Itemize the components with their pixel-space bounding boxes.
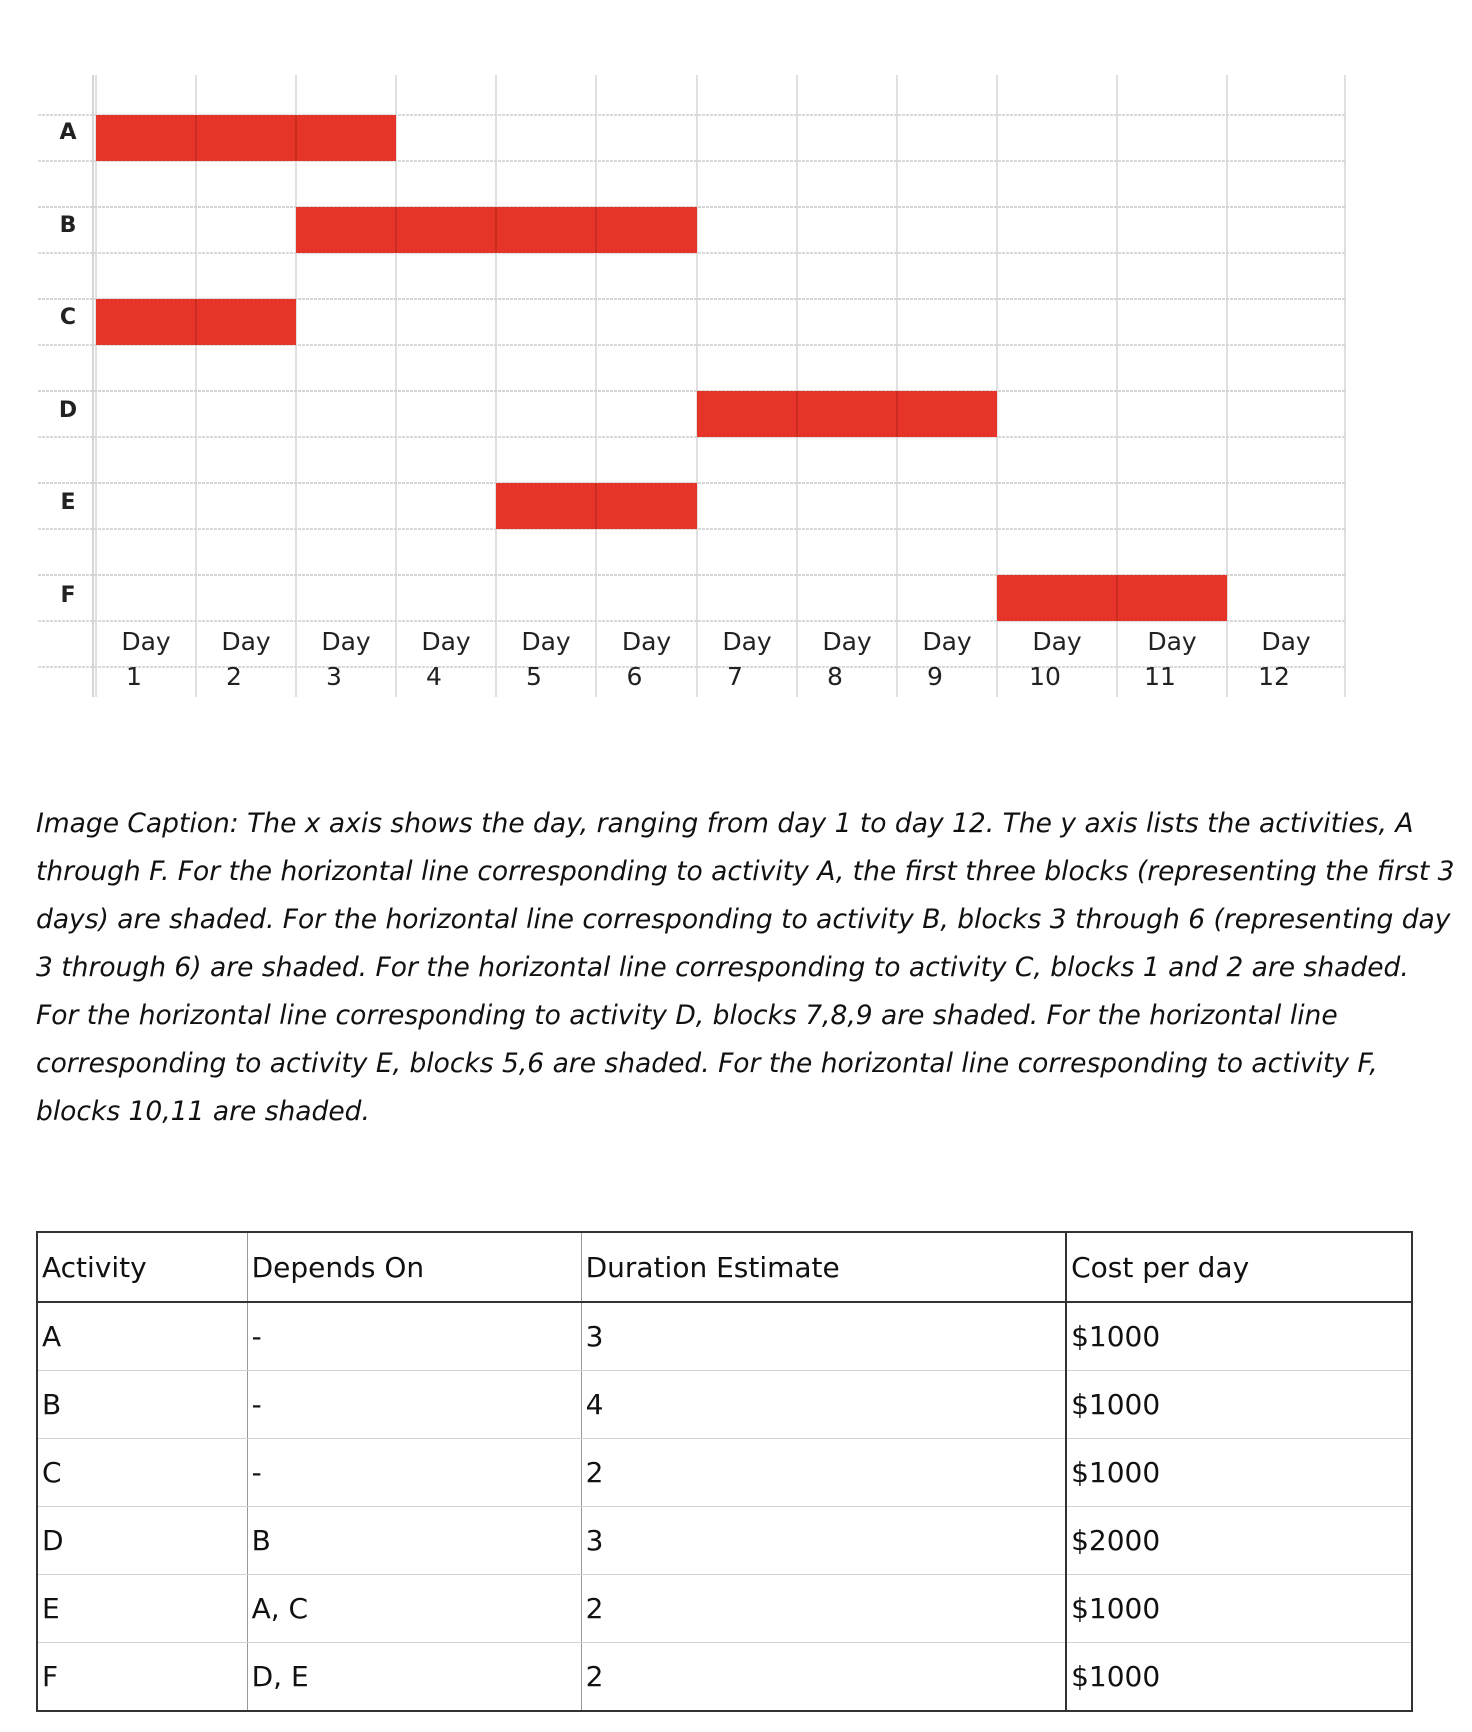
- day-label-number: 6: [626, 662, 643, 691]
- table-row: [37, 1371, 1412, 1439]
- day-label-word: Day: [621, 627, 672, 656]
- cell-cost: $1000: [1066, 1371, 1412, 1439]
- image-caption: Image Caption: The x axis shows the day, ranging from day 1 to day 12. The y axis lists the activities, A through F. For the horizontal line corresponding to activity A, the first three blocks (representing the first 3 days) are shaded. For the horizontal line corresponding to activity B, blocks 3 through 6 (representing day 3 through 6) are shaded. For the horizontal line corresponding to activity C, blocks 1 and 2 are shaded. For the horizontal line corresponding to activity D, blocks 7,8,9 are shaded. For the horizontal line corresponding to activity E, blocks 5,6 are shaded. For the horizontal line corresponding to activity F, blocks 10,11 are shaded.: [36, 808, 1455, 1127]
- cell-depends-on: B: [247, 1507, 581, 1575]
- cell-depends-on: -: [247, 1371, 581, 1439]
- cell-cost: $2000: [1066, 1507, 1412, 1575]
- cell-duration: 2: [581, 1439, 1066, 1507]
- table-row: [37, 1643, 1412, 1712]
- day-label-number: 1: [126, 662, 142, 691]
- activity-label: C: [59, 305, 77, 330]
- cell-depends-on: D, E: [247, 1643, 581, 1712]
- cell-depends-on: A, C: [247, 1575, 581, 1643]
- cell-duration: 3: [581, 1302, 1066, 1371]
- day-label-number: 2: [226, 662, 242, 691]
- day-label-number: 3: [326, 662, 342, 691]
- cell-activity: E: [37, 1575, 247, 1643]
- cell-activity: C: [37, 1439, 247, 1507]
- day-label-word: Day: [121, 627, 171, 656]
- cell-activity: D: [37, 1507, 247, 1575]
- cell-activity: A: [37, 1302, 247, 1371]
- day-label-word: Day: [521, 627, 571, 656]
- day-label-number: 8: [827, 662, 843, 691]
- gantt-bar-d: [697, 391, 997, 437]
- table-header-row: [37, 1232, 1412, 1302]
- header-duration-estimate: Duration Estimate: [581, 1232, 1066, 1302]
- activity-label: B: [59, 213, 77, 238]
- activity-table: [36, 1231, 1413, 1712]
- gantt-chart: [0, 0, 1472, 720]
- cell-depends-on: -: [247, 1302, 581, 1371]
- activity-label: F: [60, 583, 76, 608]
- header-cost-per-day: Cost per day: [1066, 1232, 1412, 1302]
- day-label-number: 12: [1258, 662, 1290, 691]
- cell-activity: F: [37, 1643, 247, 1712]
- day-label-word: Day: [1032, 627, 1082, 656]
- day-label-number: 4: [426, 662, 442, 691]
- day-label-word: Day: [822, 627, 872, 656]
- gantt-bar-f: [997, 575, 1227, 621]
- cell-cost: $1000: [1066, 1439, 1412, 1507]
- day-label-word: Day: [221, 627, 271, 656]
- day-label-number: 9: [927, 662, 943, 691]
- cell-activity: B: [37, 1371, 247, 1439]
- table-row: [37, 1575, 1412, 1643]
- cell-duration: 2: [581, 1643, 1066, 1712]
- day-label-word: Day: [1261, 627, 1311, 656]
- cell-duration: 4: [581, 1371, 1066, 1439]
- activity-label: E: [60, 490, 76, 515]
- header-activity: Activity: [37, 1232, 247, 1302]
- gantt-bar-a: [96, 115, 396, 161]
- activity-label: A: [59, 120, 77, 145]
- cell-duration: 3: [581, 1507, 1066, 1575]
- cell-cost: $1000: [1066, 1575, 1412, 1643]
- day-label-number: 10: [1029, 662, 1061, 691]
- cell-cost: $1000: [1066, 1302, 1412, 1371]
- day-label-number: 11: [1144, 662, 1176, 691]
- activity-label: D: [58, 398, 78, 423]
- cell-duration: 2: [581, 1575, 1066, 1643]
- table-row: [37, 1507, 1412, 1575]
- table-row: [37, 1439, 1412, 1507]
- day-label-word: Day: [421, 627, 471, 656]
- cell-depends-on: -: [247, 1439, 581, 1507]
- day-label-number: 7: [727, 662, 743, 691]
- day-label-word: Day: [722, 627, 772, 656]
- table-row: [37, 1302, 1412, 1371]
- day-label-word: Day: [922, 627, 972, 656]
- day-label-number: 5: [526, 662, 542, 691]
- cell-cost: $1000: [1066, 1643, 1412, 1712]
- header-depends-on: Depends On: [247, 1232, 581, 1302]
- day-label-word: Day: [1147, 627, 1197, 656]
- day-label-word: Day: [321, 627, 371, 656]
